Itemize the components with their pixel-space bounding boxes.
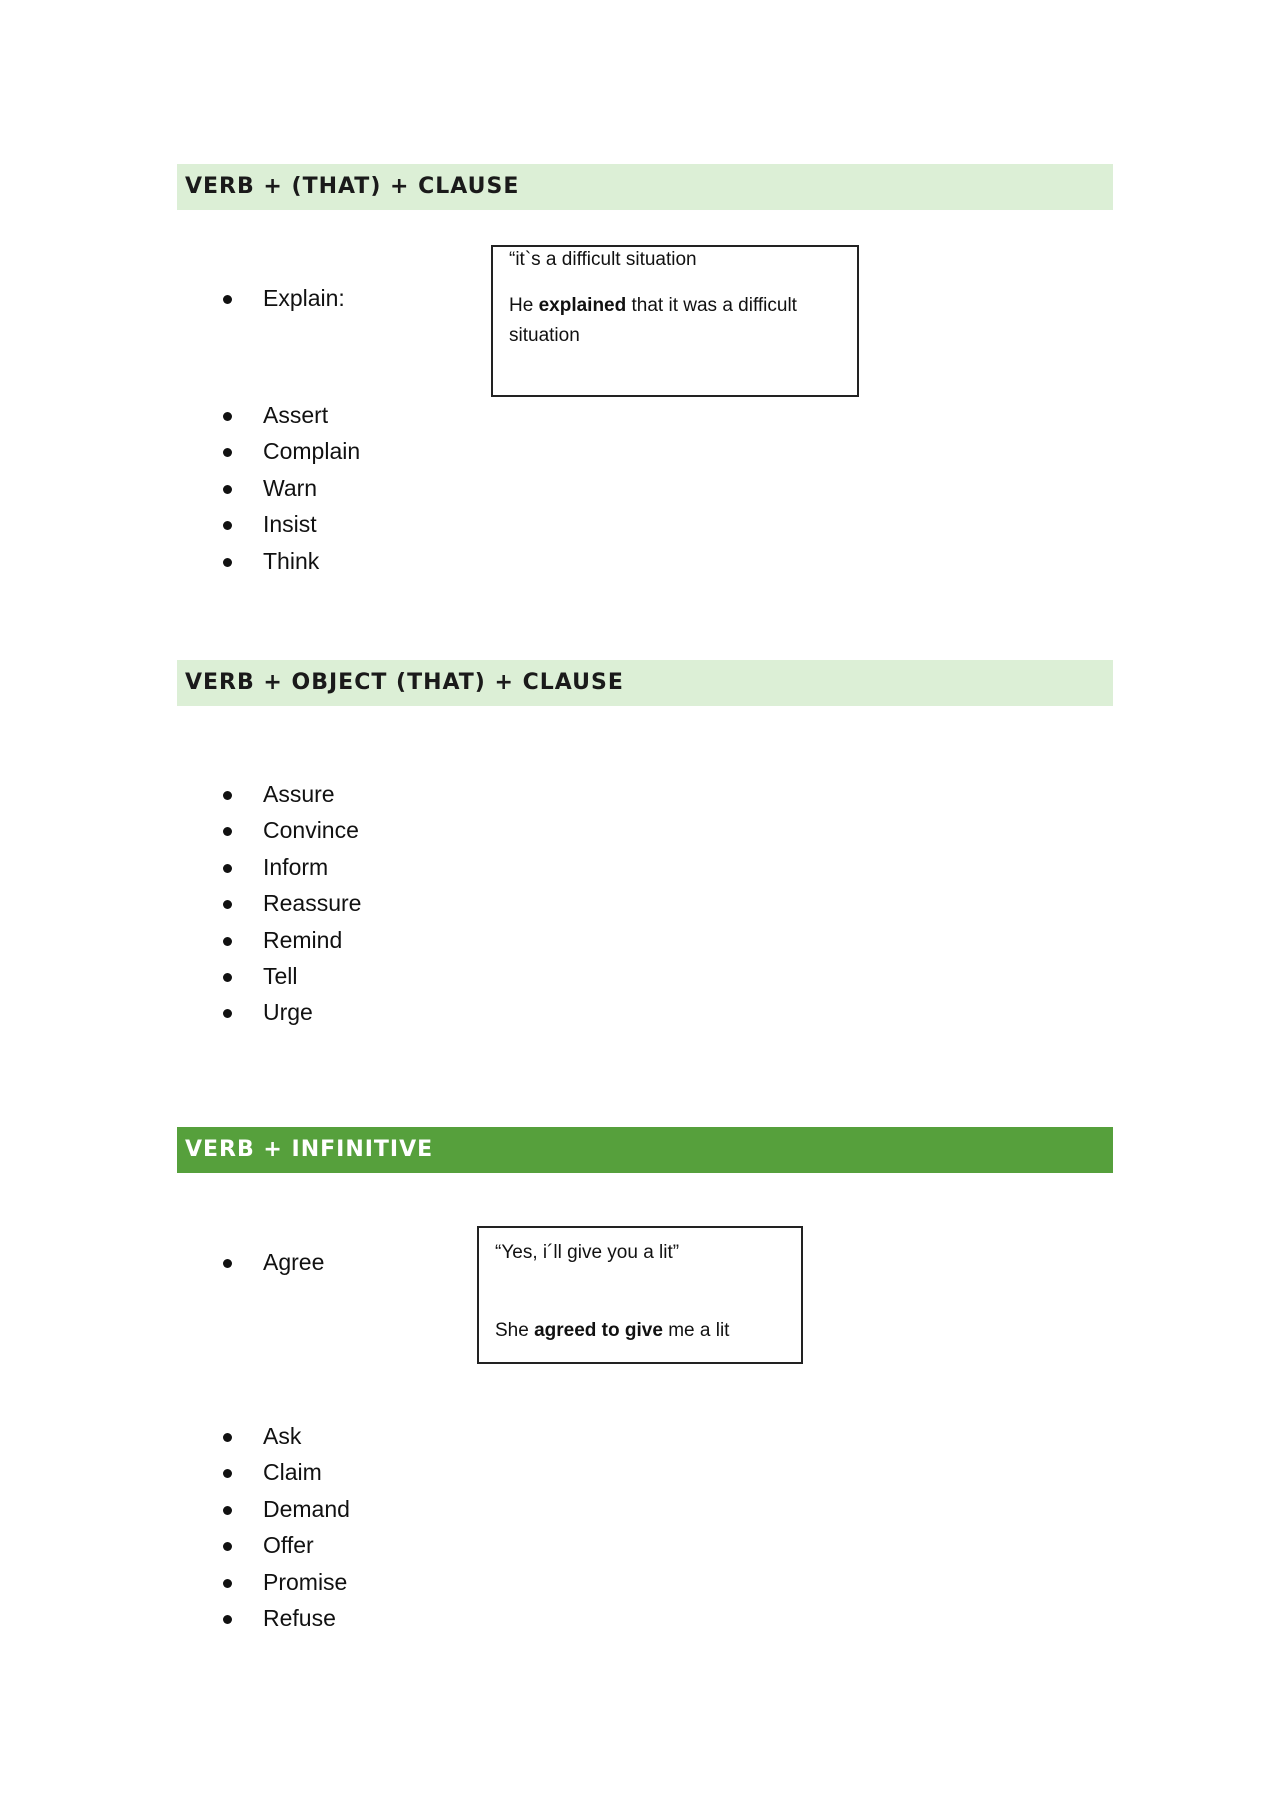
list-item: Warn — [0, 470, 360, 506]
section-heading-verb-that-clause: VERB + (THAT) + CLAUSE — [177, 164, 1113, 210]
list-item: Demand — [0, 1491, 350, 1527]
list-item: Offer — [0, 1527, 350, 1563]
example-pre: She — [495, 1320, 535, 1341]
list-item: Reassure — [0, 885, 361, 921]
example-box-explain — [491, 245, 859, 397]
example-post: that it was a difficult situation — [509, 295, 797, 346]
verb-list-object-clause — [0, 776, 361, 1031]
list-item: Ask — [0, 1418, 350, 1454]
list-item: Tell — [0, 958, 361, 994]
list-item: Assure — [0, 776, 361, 812]
section-heading-verb-object-that-clause: VERB + OBJECT (THAT) + CLAUSE — [177, 660, 1113, 706]
list-item: Agree — [0, 1244, 324, 1280]
list-item: Insist — [0, 506, 360, 542]
list-item: Claim — [0, 1454, 350, 1490]
example-quote: “Yes, i´ll give you a lit” — [495, 1242, 680, 1263]
list-item: Explain: — [0, 280, 345, 316]
verb-list-infinitive — [0, 1418, 350, 1636]
example-bold-verb: explained — [538, 295, 627, 316]
example-sentence — [509, 291, 841, 351]
list-item: Remind — [0, 922, 361, 958]
example-sentence — [495, 1316, 785, 1346]
list-item: Convince — [0, 812, 361, 848]
example-quote: “it`s a difficult situation — [509, 249, 697, 270]
example-bold-verb: agreed to give — [534, 1320, 663, 1341]
section-heading-verb-infinitive: VERB + INFINITIVE — [177, 1127, 1113, 1173]
list-item: Assert — [0, 397, 360, 433]
example-box-agree — [477, 1226, 803, 1364]
list-item: Urge — [0, 994, 361, 1030]
list-item: Think — [0, 543, 360, 579]
verb-list-agree — [0, 1244, 324, 1280]
verb-list-explain — [0, 280, 345, 316]
list-item: Refuse — [0, 1600, 350, 1636]
example-post: me a lit — [662, 1320, 730, 1341]
list-item: Complain — [0, 433, 360, 469]
list-item: Promise — [0, 1564, 350, 1600]
verb-list-that-clause — [0, 397, 360, 579]
list-item: Inform — [0, 849, 361, 885]
example-pre: He — [509, 295, 539, 316]
